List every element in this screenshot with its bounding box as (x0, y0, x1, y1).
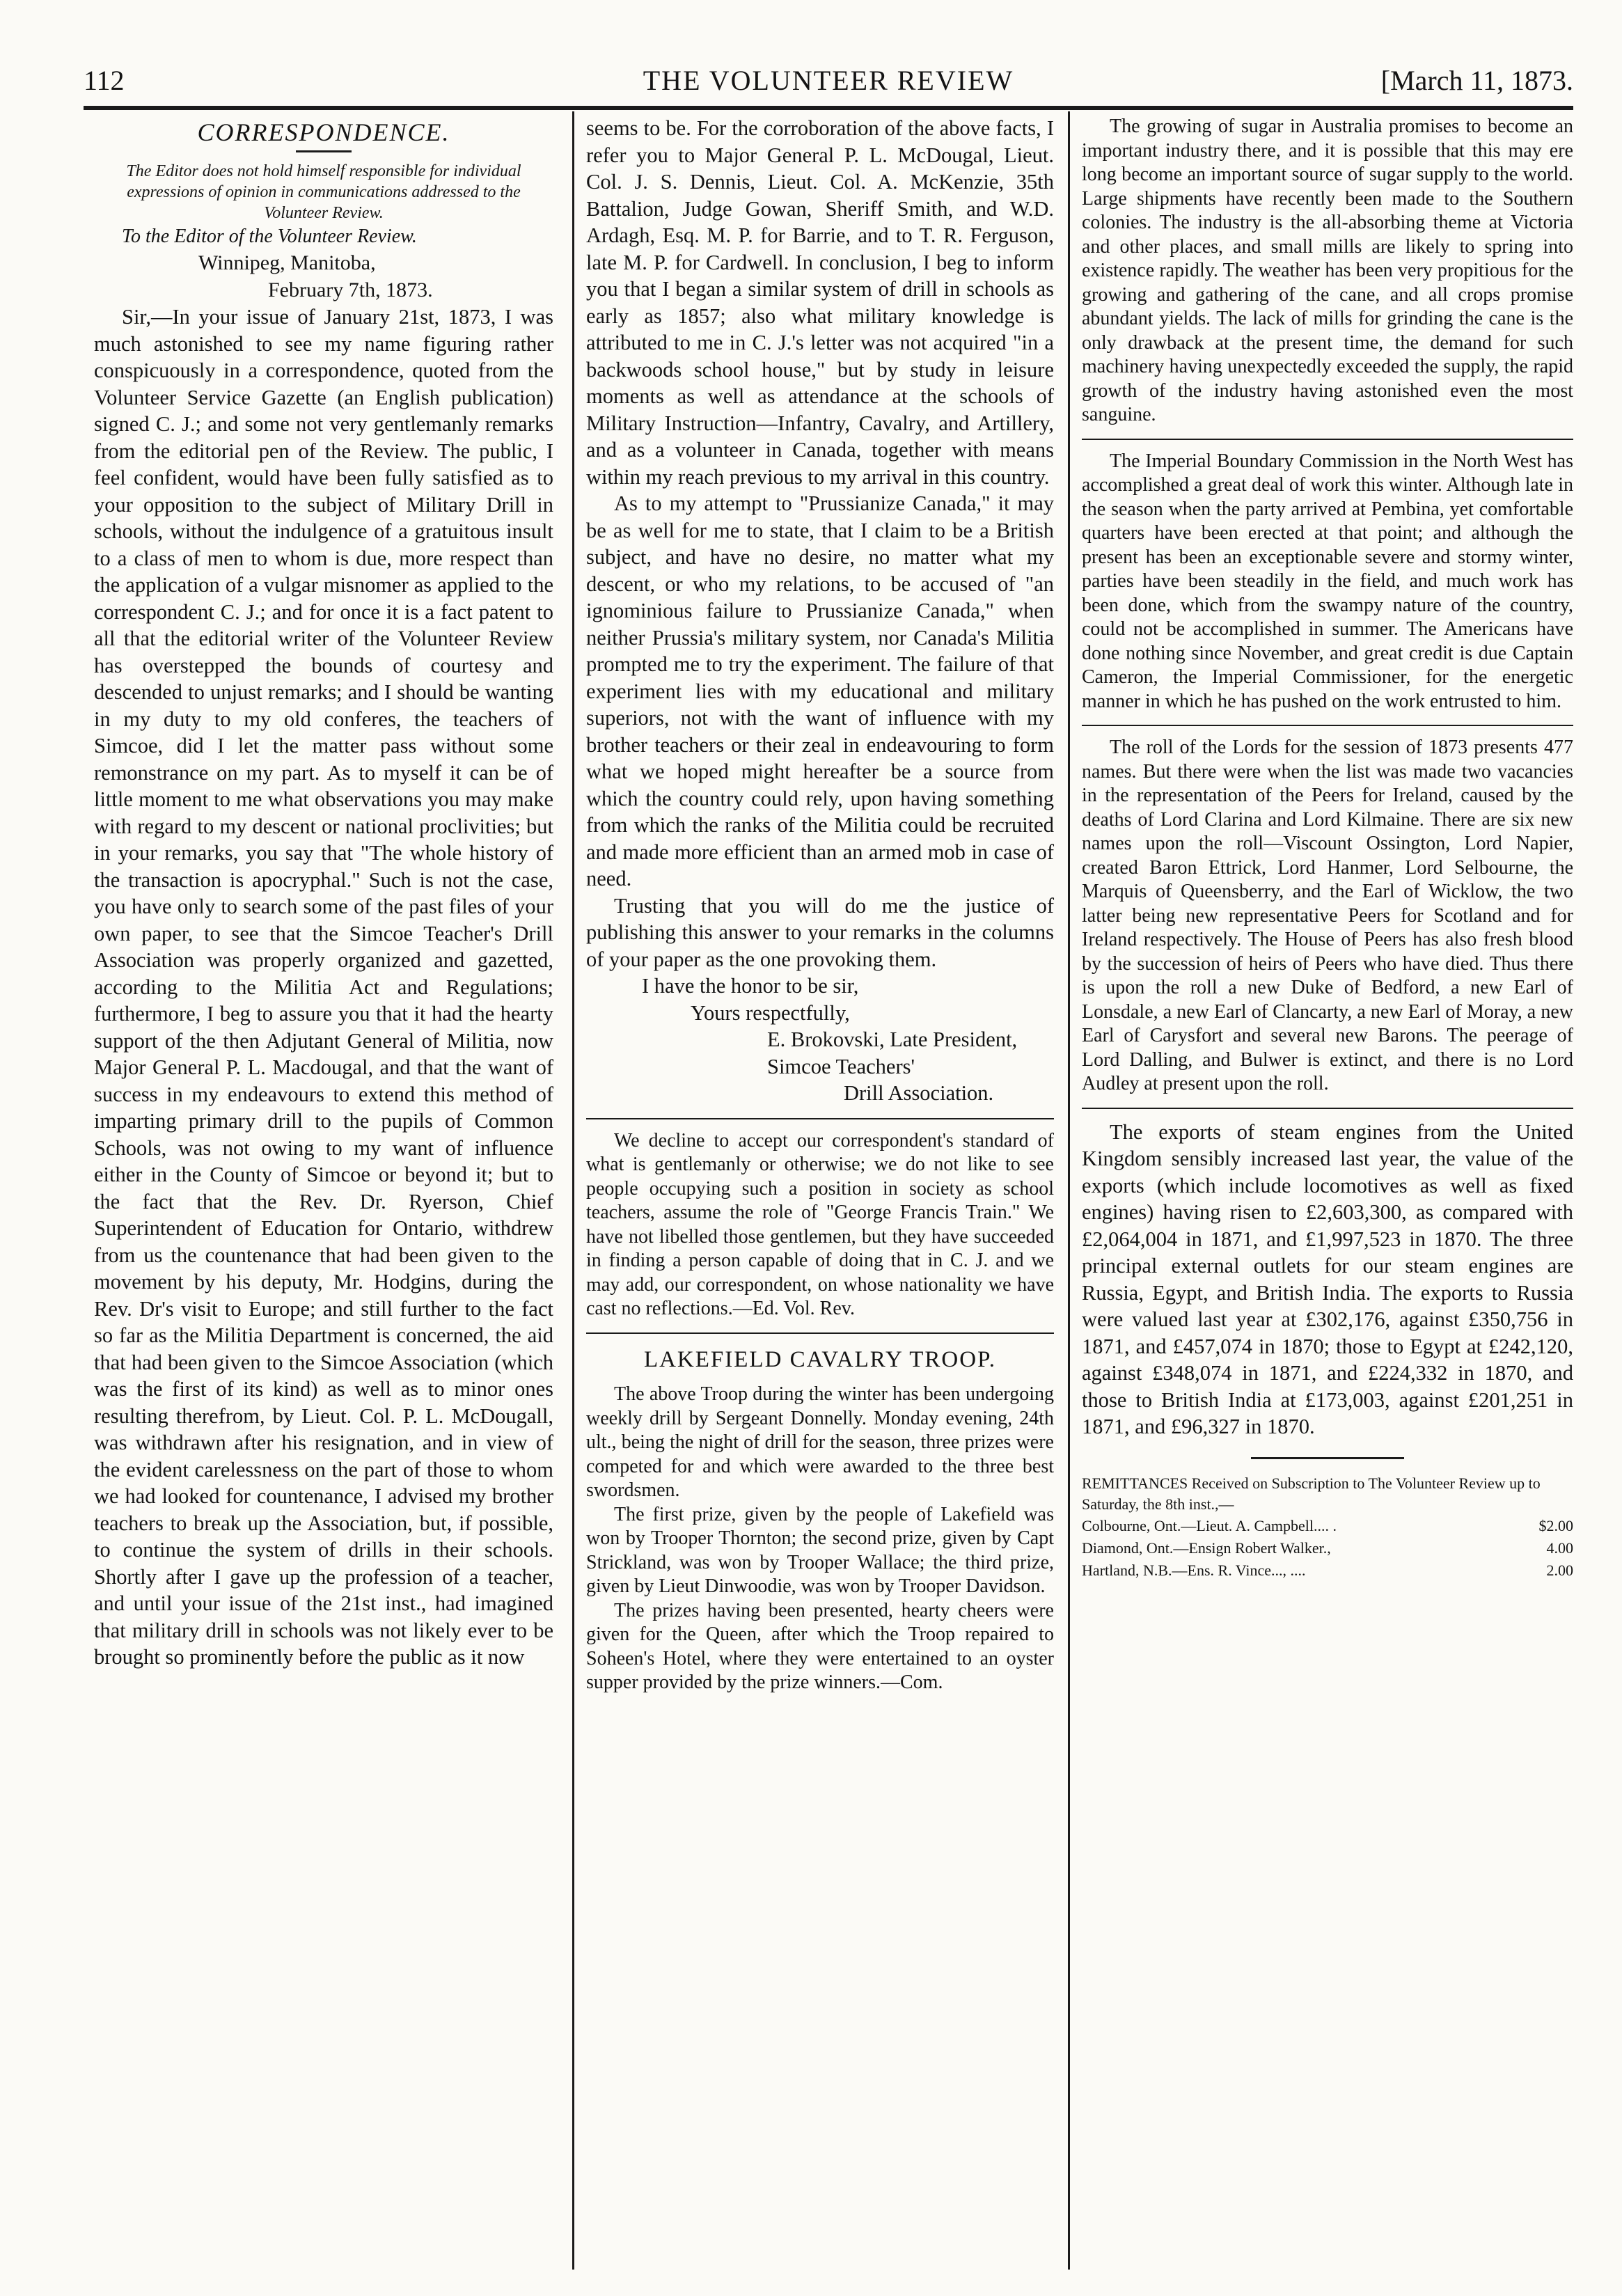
heading-rule (296, 150, 352, 152)
publication-title: THE VOLUNTEER REVIEW (643, 65, 1014, 96)
boundary-article: The Imperial Boundary Commission in the North West has accomplished a great deal of work this winter. Although late in the season when the party arrived at Pembina, yet comfortable quarters have been erected at that point; and although the present has been an exceptionable severe and stormy winter, parties have been steadily in the field, and much work has been done, which from the swampy nature of the country, could not be accomplished in summer. The Americans have done nothing since November, and great credit is due Captain Cameron, the Imperial Commissioner, for the energetic manner in which he has pushed on the work entrusted to him. (1082, 450, 1573, 712)
letter-address: To the Editor of the Volunteer Review. (122, 225, 417, 247)
signature-org-2: Drill Association. (844, 1081, 994, 1105)
letter-prussianize: As to my attempt to "Prussianize Canada," it may be as well for me to state, that I claim to be a British subject, and have no desire, no matter what my descent, or who my relations, to be accused of "an ignominious failure to Prussianize Canada," when neither Prussia's military system, nor Canada's Militia prompted me to try the experiment. The failure of that experiment lies with my educational and military superiors, not with the want of influence with my brother teachers or their zeal in endeavouring to form what we hoped might hereafter be a source from which the country could rely, upon having something from which the ranks of the Militia could be recruited and made more efficient than an armed mob in case of need. (586, 492, 1054, 890)
letter-place: Winnipeg, Manitoba, (198, 251, 376, 274)
column-divider-2 (1068, 111, 1070, 2270)
remittance-row (1082, 1515, 1573, 1537)
sugar-article: The growing of sugar in Australia promises to become an important industry there, and it is possible that this may ere long become an important source of sugar supply to the world. Large shipments have recently been made to the Southern colonies. The industry is the all-absorbing theme at Victoria and other places, and small mills are likely to spring into existence rapidly. The weather has been very propitious for the growing and gathering of the cane, and all crops promise abundant yields. The lack of mills for grinding the cane is the only drawback at the present time, the demand for such machinery having unexpectedly exceeded the supply, the rapid growth of the industry having astonished even the most sanguine. (1082, 116, 1573, 425)
letter-closing: Trusting that you will do me the justice of publishing this answer to your remarks in the columns of your paper as the one provoking them. (586, 893, 1054, 971)
article-rule-3 (1082, 1108, 1573, 1109)
cavalry-para-2: The first prize, given by the people of Lakefield was won by Trooper Thornton; the second prize, given by Capt Strickland, was won by Trooper Wallace; the third prize, given by Lieut Dinwoodie, was won by Trooper Davidson. (586, 1503, 1054, 1597)
letter-continuation: seems to be. For the corroboration of the above facts, I refer you to Major General P. L. McDougal, Lieut. Col. J. S. Dennis, Lieut. Col. A. McKenzie, 35th Battalion, Judge Gowan, Sheriff Smith, and W.D. Ardagh, Esq. M. P. for Barrie, and to T. R. Ferguson, late M. P. for Cardwell. In conclusion, I beg to inform you that I began a similar system of drill in schools as early as 1857; also what military knowledge is attributed to me in C. J.'s letter was not acquired "in a backwoods school house," but by study in leisure moments as well as attendance at the schools of Military Instruction—Infantry, Cavalry, and Artillery, and as a volunteer in Canada, together with means within my reach previous to my arrival in this country. (586, 116, 1054, 489)
cavalry-para-3: The prizes having been presented, hearty cheers were given for the Queen, after which the Troop repaired to Soheen's Hotel, where they were entertained to an oyster supper provided by the prize winners.—Com. (586, 1599, 1054, 1693)
signature-line-1: I have the honor to be sir, (642, 974, 859, 998)
lords-article: The roll of the Lords for the session of 1873 presents 477 names. But there were when the list was made two vacancies in the representation of the Peers for Ireland, caused by the deaths of Lord Clarina and Lord Kilmaine. There are six new names upon the roll—Viscount Ossington, Lord Napier, created Baron Ettrick, Lord Hanmer, Lord Selbourne, the Marquis of Queensberry, and the Earl of Wicklow, the two latter being new representative Peers for Scotland and for Ireland respectively. The House of Peers has also fresh blood by the succession of heirs of Peers who have died. Thus there is upon the roll a new Duke of Bedford, a new Earl of Lonsdale, a new Earl of Clancarty, a new Earl of Moray, a new Earl of Carysfort and several new Barons. The peerage of Lord Dalling, and Bulwer is extinct, and there is no Lord Audley at present upon the roll. (1082, 737, 1573, 1094)
header-rule (84, 106, 1573, 110)
signature-org-1: Simcoe Teachers' (767, 1054, 915, 1078)
column-2 (586, 115, 1054, 1695)
remittance-row (1082, 1559, 1573, 1582)
editor-reply: We decline to accept our correspondent's standard of what is gentlemanly or otherwise; we do not like to see people occupying such a position in society as school teachers, assume the role of "George Francis Train." We have not libelled those gentlemen, but they have succeeded in finding a person capable of doing that in C. J. and we may add, our correspondent, on whose nationality we have cast no reflections.—Ed. Vol. Rev. (586, 1129, 1054, 1319)
letter-body: Sir,—In your issue of January 21st, 1873, I was much astonished to see my name figuring rather conspicuously in a correspondence, quoted from the Volunteer Service Gazette (an English publication) signed C. J.; and some not very gentlemanly remarks from the editorial pen of the Review. The public, I feel confident, would have been fully satisfied as to your opposition to the subject of Military Drill in schools, without the indulgence of a gratuitous insult to a class of men to whom is due, more respect than the application of a vulgar misnomer as applied to the correspondent C. J.; and for once it is a fact patent to all that the editorial writer of the Volunteer Review has overstepped the bounds of courtesy and descended to unjust remarks; and I should be wanting in my duty to my old conferes, the teachers of Simcoe, did I let the matter pass without some remonstrance on my part. As to myself it can be of little moment to me what observations you may make with regard to my descent or national proclivities; but in your remarks, you say that "The whole history of the transaction is apocryphal." Such is not the case, you have only to search some of the past files of your own paper, to see that the Simcoe Teacher's Drill Association was properly organized and gazetted, according to the Militia Act and Regulations; furthermore, I beg to assure you that it had the hearty support of the then Adjutant General of Militia, now Major General P. L. Macdougal, and that the want of success in my endeavours to extend this method of imparting primary drill to the pupils of Common Schools, was not owing to my want of influence either in the County of Simcoe or beyond it; but to the fact that the Rev. Dr. Ryerson, Chief Superintendent of Education for Ontario, withdrew from us the countenance that had been given to the movement by his deputy, Mr. Hodgins, during the Rev. Dr's visit to Europe; and still further to the fact so far as the Militia Department is concerned, the aid that had been given to the Simcoe Association (which was the first of its kind) as well as to minor ones resulting therefrom, by Lieut. Col. P. L. McDougall, was withdrawn after his resignation, and in view of the evident carelessness on the part of those to whom we had looked for countenance, I advised my brother teachers to break up the Association, but, if possible, to continue the system of drills in their schools. Shortly after I gave up the profession of a teacher, and until your issue of the 21st inst., had imagined that military drill in schools was not likely ever to be brought so prominently before the public as it now (94, 305, 553, 1669)
reply-rule (586, 1118, 1054, 1119)
remittances-heading: REMITTANCES Received on Subscription to The Volunteer Review up to Saturday, the 8th inst.,— (1082, 1474, 1541, 1513)
remittance-place: Colbourne, Ont.—Lieut. A. Campbell.... . (1082, 1516, 1337, 1534)
page-number: 112 (84, 65, 125, 96)
lakefield-heading: LAKEFIELD CAVALRY TROOP. (643, 1346, 997, 1372)
letter-date: February 7th, 1873. (268, 278, 433, 301)
correspondence-heading: CORRESPONDENCE. (197, 118, 450, 146)
signature-name: E. Brokovski, Late President, (767, 1028, 1018, 1051)
column-3 (1082, 115, 1573, 1582)
remittance-rule (1251, 1457, 1404, 1459)
issue-date: [March 11, 1873. (1380, 65, 1573, 96)
editor-disclaimer: The Editor does not hold himself responsible for individual expressions of opinion in communications addressed to the Volunteer Review. (126, 162, 521, 222)
page-header (84, 60, 1573, 102)
remittance-amount: 4.00 (1546, 1539, 1573, 1557)
remittance-amount: 2.00 (1546, 1561, 1573, 1579)
article-rule-2 (1082, 725, 1573, 726)
signature-line-2: Yours respectfully, (691, 1000, 850, 1025)
remittance-place: Hartland, N.B.—Ens. R. Vince..., .... (1082, 1561, 1306, 1579)
article-rule-1 (1082, 439, 1573, 440)
column-divider-1 (572, 111, 574, 2270)
cavalry-para-1: The above Troop during the winter has been undergoing weekly drill by Sergeant Donnelly. Monday evening, 24th ult., being the night of drill for the season, three prizes were competed for and which were awarded to the three best swordsmen. (586, 1383, 1054, 1501)
remittance-amount: $2.00 (1538, 1516, 1573, 1534)
remittance-row (1082, 1537, 1573, 1559)
remittance-place: Diamond, Ont.—Ensign Robert Walker., (1082, 1539, 1331, 1557)
column-1 (94, 115, 553, 1671)
exports-article: The exports of steam engines from the United Kingdom sensibly increased last year, the value of the exports (which include locomotives as well as fixed engines) having risen to £2,603,300, as compared with £2,064,004 in 1871, and £1,997,523 in 1870. The three principal external outlets for our steam engines are Russia, Egypt, and British India. The exports to Russia were valued last year at £302,176, against £350,756 in 1871, and £457,074 in 1870; those to Egypt at £242,120, against £348,074 in 1871, and £224,332 in 1870, and those to British India at £173,003, against £201,251 in 1871, and £96,327 in 1870. (1082, 1119, 1573, 1438)
section-rule (586, 1332, 1054, 1334)
